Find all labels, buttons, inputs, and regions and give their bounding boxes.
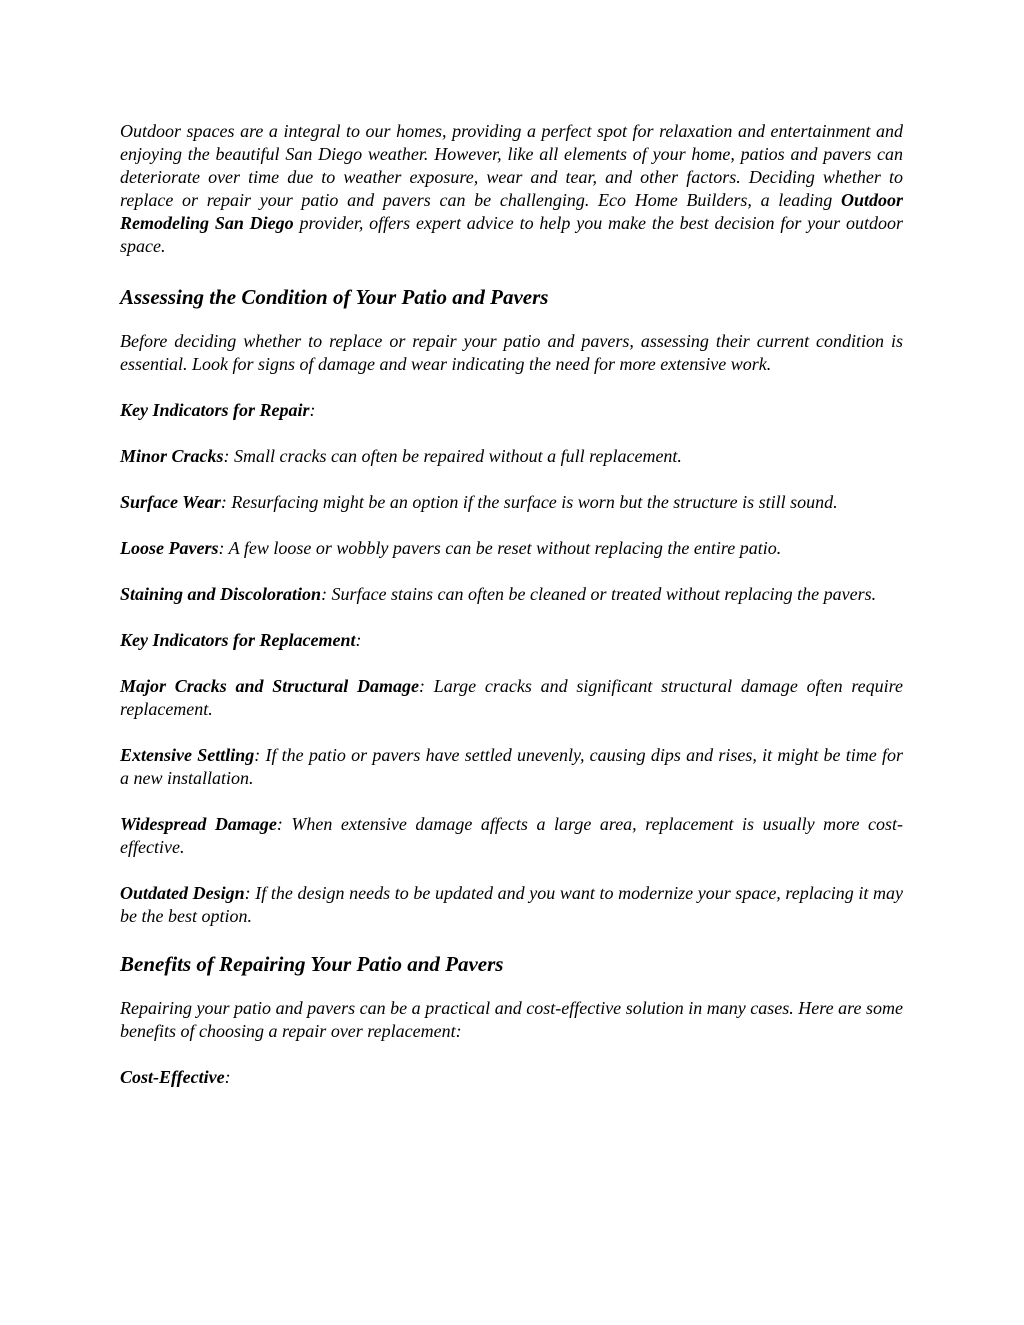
repair-item-desc: : A few loose or wobbly pavers can be reset without replacing the entire patio. — [218, 538, 782, 558]
replacement-item-term: Widespread Damage — [120, 814, 277, 834]
repair-indicators-label: Key Indicators for Repair — [120, 400, 310, 420]
colon: : — [309, 400, 316, 420]
repair-item-desc: : Small cracks can often be repaired without a full replacement. — [223, 446, 682, 466]
repair-item-term: Staining and Discoloration — [120, 584, 322, 604]
repair-item-term: Minor Cracks — [120, 446, 224, 466]
section-benefits-body: Repairing your patio and pavers can be a practical and cost-effective solution in many cases. Here are some benefits of choosing a repair over replacement: — [120, 998, 903, 1041]
replacement-item-desc: : Large cracks and significant structural damage often require replacement. — [120, 676, 903, 719]
replacement-indicators-heading — [120, 629, 903, 652]
section-assessing-body: Before deciding whether to replace or repair your patio and pavers, assessing their current condition is essential. Look for signs of damage and wear indicating the need for more extensive work. — [120, 331, 903, 374]
replacement-item — [120, 882, 903, 928]
intro-bold-link-text: Outdoor Remodeling San Diego — [120, 190, 903, 233]
colon: : — [355, 630, 362, 650]
replacement-item-term: Extensive Settling — [120, 745, 255, 765]
replacement-item-term: Outdated Design — [120, 883, 245, 903]
repair-item-term: Surface Wear — [120, 492, 221, 512]
replacement-indicators-label: Key Indicators for Replacement — [120, 630, 356, 650]
repair-indicators-heading — [120, 399, 903, 422]
replacement-item — [120, 675, 903, 721]
replacement-item — [120, 813, 903, 859]
cost-effective-label: Cost-Effective — [120, 1067, 225, 1087]
replacement-item-desc: : If the patio or pavers have settled unevenly, causing dips and rises, it might be time for a new installation. — [120, 745, 903, 788]
section-heading-assessing: Assessing the Condition of Your Patio and Pavers — [120, 285, 549, 309]
intro-text-start: Outdoor spaces are a integral to our homes, providing a perfect spot for relaxation and entertainment and enjoying the beautiful San Diego weather. However, like all elements of your home, patios and pavers can deteriorate over time due to weather exposure, wear and tear, and other factors. Deciding whether to replace or repair your patio and pavers can be challenging. Eco Home Builders, a leading — [120, 121, 903, 210]
replacement-item-term: Major Cracks and Structural Damage — [120, 676, 420, 696]
repair-item — [120, 491, 903, 514]
colon: : — [224, 1067, 231, 1087]
replacement-item-desc: : When extensive damage affects a large area, replacement is usually more cost-effective. — [120, 814, 903, 857]
intro-paragraph — [120, 120, 903, 258]
repair-item — [120, 583, 903, 606]
cost-effective-heading — [120, 1066, 903, 1089]
replacement-item-desc: : If the design needs to be updated and you want to modernize your space, replacing it may be the best option. — [120, 883, 903, 926]
repair-item-desc: : Surface stains can often be cleaned or treated without replacing the pavers. — [321, 584, 877, 604]
intro-text-end: provider, offers expert advice to help you make the best decision for your outdoor space. — [120, 213, 903, 256]
replacement-item — [120, 744, 903, 790]
repair-item-term: Loose Pavers — [120, 538, 219, 558]
section-heading-benefits: Benefits of Repairing Your Patio and Pavers — [120, 952, 504, 976]
repair-item — [120, 445, 903, 468]
document-page — [120, 120, 903, 1112]
repair-item-desc: : Resurfacing might be an option if the surface is worn but the structure is still sound. — [220, 492, 838, 512]
repair-item — [120, 537, 903, 560]
